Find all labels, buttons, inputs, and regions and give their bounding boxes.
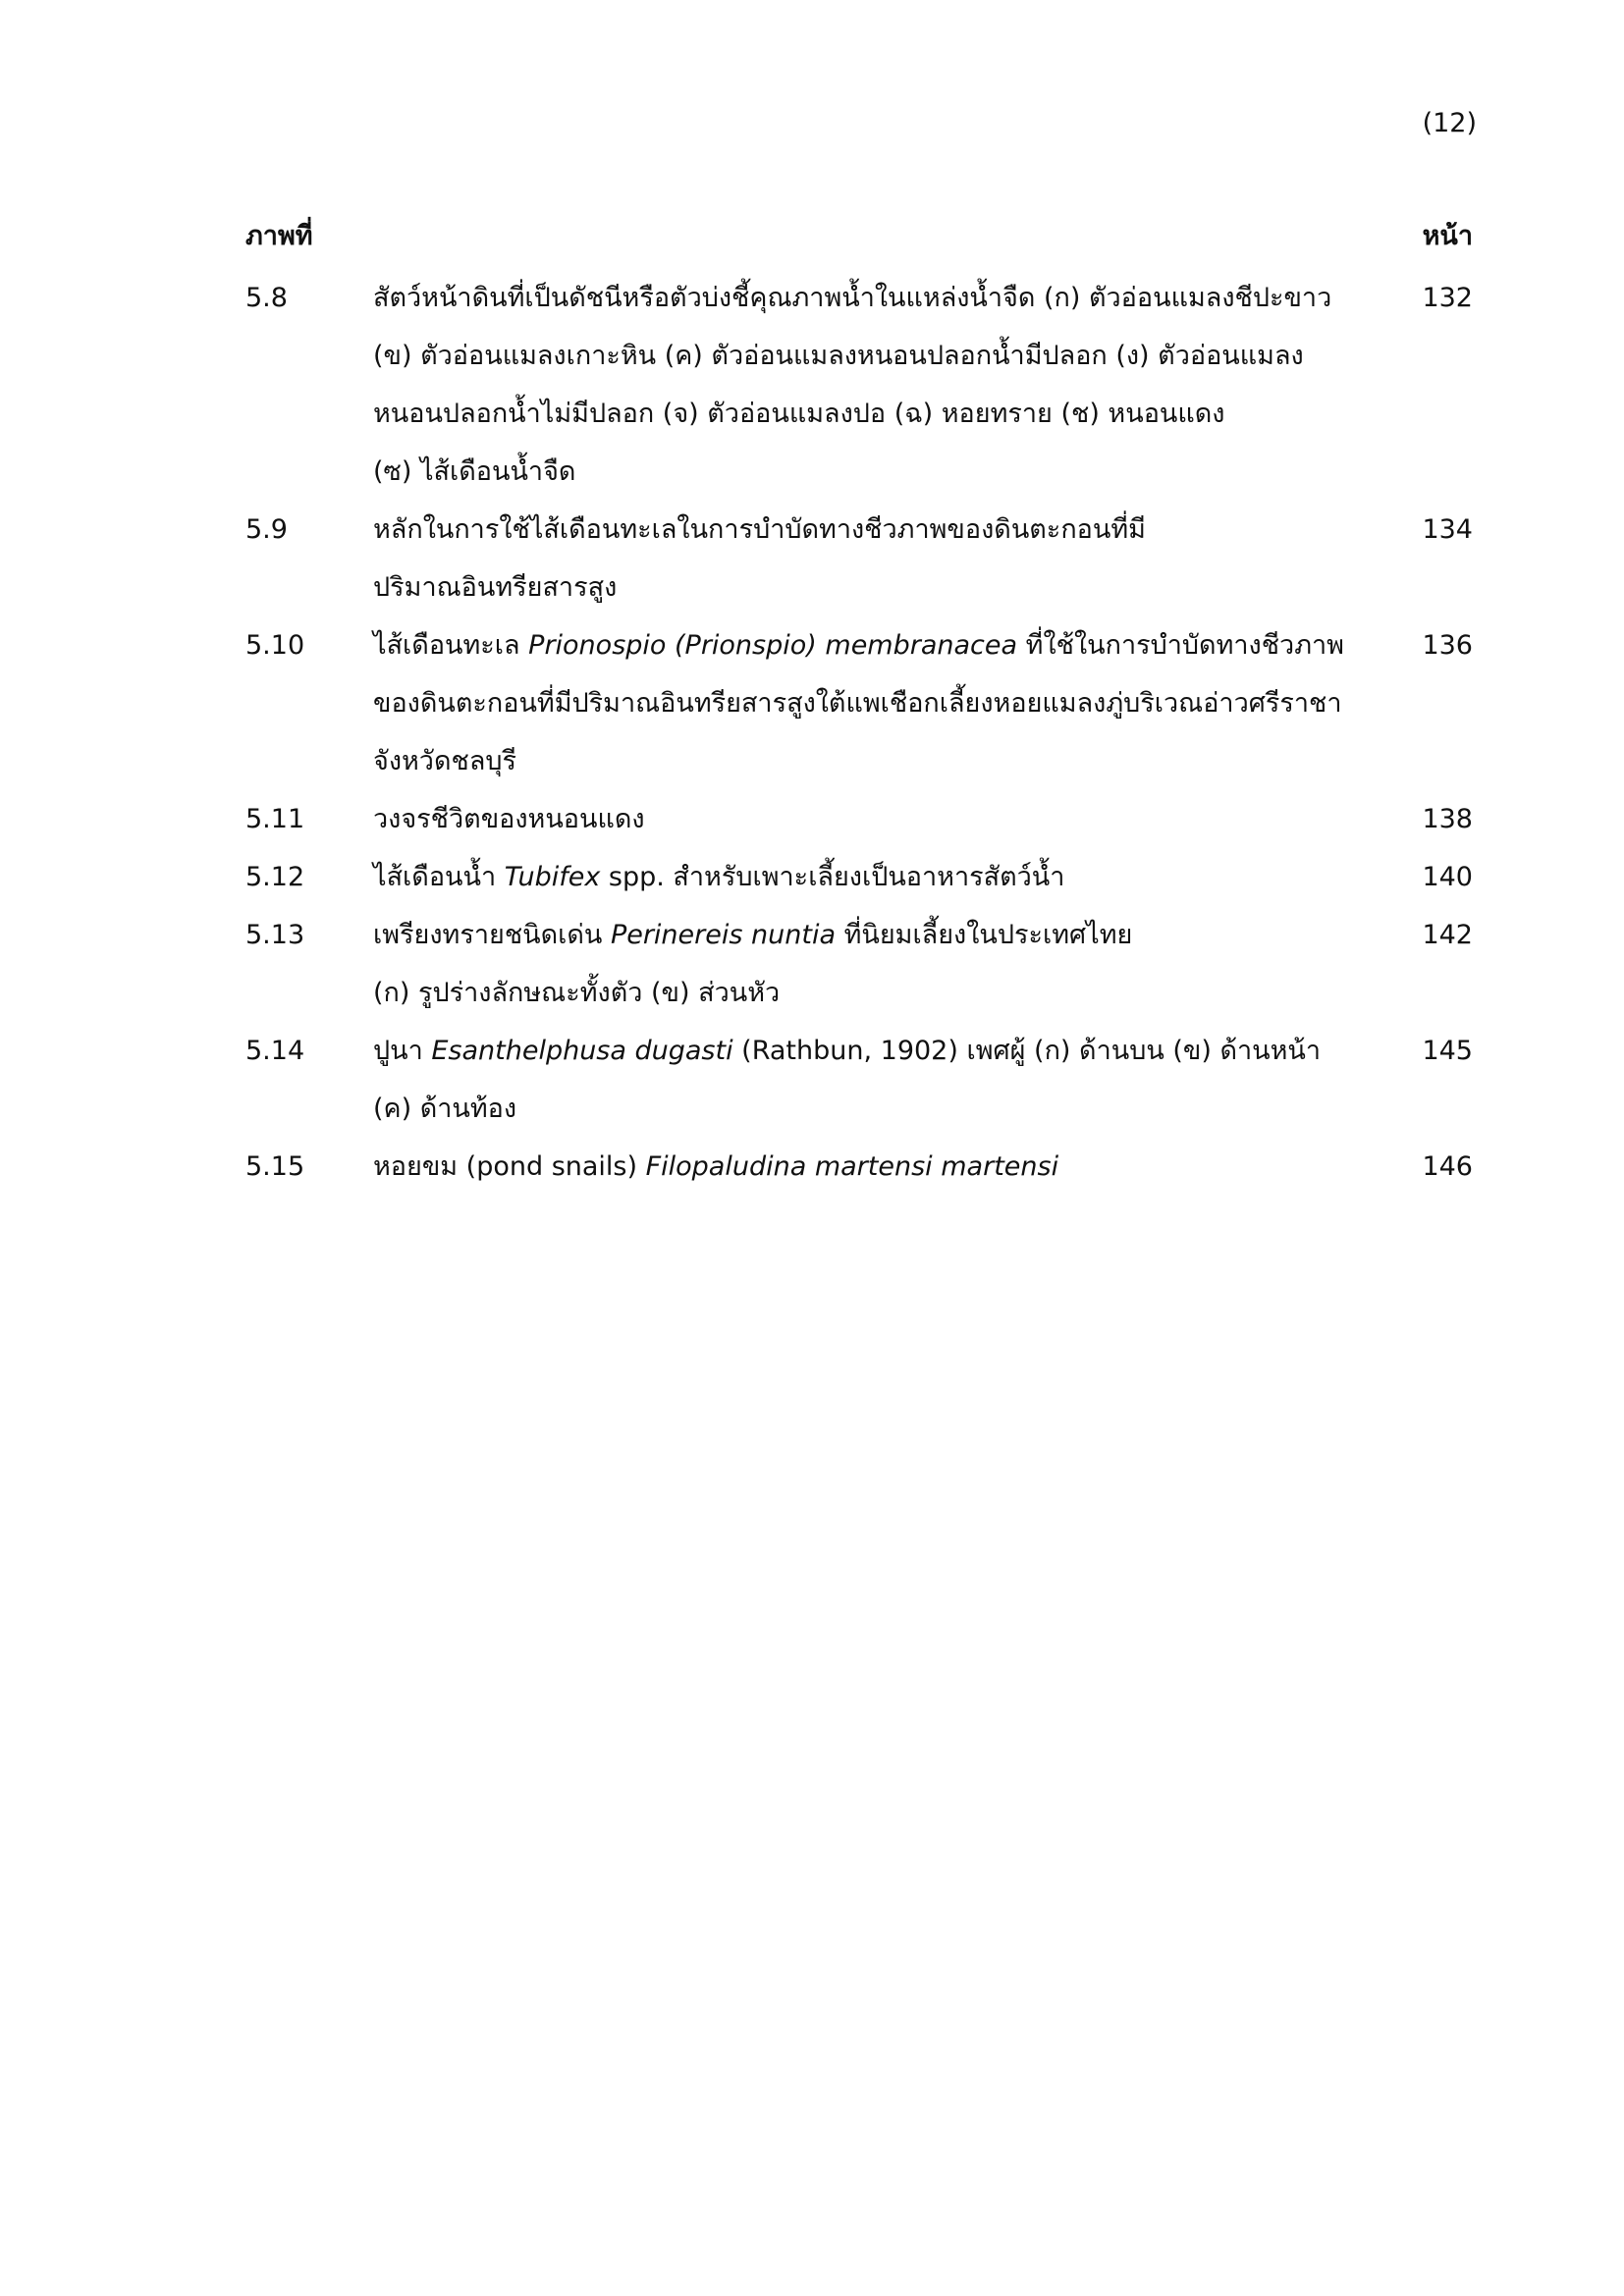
caption-text: ไส้เดือนน้ำ	[373, 862, 505, 892]
caption-text: spp. สำหรับเพาะเลี้ยงเป็นอาหารสัตว์น้ำ	[600, 862, 1065, 892]
toc-entry[interactable]	[245, 1138, 1473, 1196]
page-number: (12)	[1422, 108, 1477, 138]
caption-line: หลักในการใช้ไส้เดือนทะเลในการบำบัดทางชีวภาพของดินตะกอนที่มี	[373, 514, 1146, 545]
caption-line: ปริมาณอินทรียสารสูง	[373, 572, 618, 603]
caption-text: ที่ใช้ในการบำบัดทางชีวภาพ	[1017, 630, 1344, 661]
figure-caption	[373, 616, 1375, 790]
figure-number: 5.8	[245, 283, 288, 313]
page-ref: 138	[1422, 804, 1473, 834]
toc-entry[interactable]	[245, 616, 1473, 790]
toc-entry[interactable]	[245, 269, 1473, 501]
figure-caption	[373, 269, 1375, 501]
species-name: Tubifex	[504, 862, 601, 892]
page-ref: 142	[1422, 920, 1473, 950]
figure-number: 5.15	[245, 1151, 305, 1182]
caption-text: ที่นิยมเลี้ยงในประเทศไทย	[836, 920, 1133, 950]
toc-entry[interactable]	[245, 848, 1473, 906]
caption-text: หอยขม (pond snails)	[373, 1151, 646, 1182]
species-name: Filopaludina martensi martensi	[645, 1151, 1059, 1182]
caption-line: (ข) ตัวอ่อนแมลงเกาะหิน (ค) ตัวอ่อนแมลงหนอนปลอกน้ำมีปลอก (ง) ตัวอ่อนแมลง	[373, 341, 1304, 371]
list-of-figures	[245, 214, 1473, 1196]
toc-entry[interactable]	[245, 906, 1473, 1022]
toc-entry[interactable]	[245, 1022, 1473, 1138]
caption-line	[373, 1138, 1361, 1196]
caption-text: ปูนา	[373, 1036, 432, 1066]
figure-number: 5.9	[245, 514, 288, 545]
page-ref: 134	[1422, 514, 1473, 545]
page-ref: 136	[1422, 630, 1473, 661]
caption-line	[373, 906, 1361, 964]
figure-caption	[373, 1138, 1375, 1196]
caption-line	[373, 616, 1361, 674]
figure-number: 5.12	[245, 862, 305, 892]
species-name: Prionospio (Prionspio) membranacea	[528, 630, 1018, 661]
page-column-heading: หน้า	[1422, 221, 1473, 251]
caption-line: หนอนปลอกน้ำไม่มีปลอก (จ) ตัวอ่อนแมลงปอ (ฉ) หอยทราย (ช) หนอนแดง	[373, 399, 1225, 429]
page-ref: 146	[1422, 1151, 1473, 1182]
caption-line: (ซ) ไส้เดือนน้ำจืด	[373, 456, 576, 487]
caption-text: (Rathbun, 1902) เพศผู้ (ก) ด้านบน (ข) ด้านหน้า	[732, 1036, 1322, 1066]
toc-entry[interactable]	[245, 790, 1473, 848]
caption-text: เพรียงทรายชนิดเด่น	[373, 920, 611, 950]
caption-line: ของดินตะกอนที่มีปริมาณอินทรียสารสูงใต้แพเชือกเลี้ยงหอยแมลงภู่บริเวณอ่าวศรีราชา	[373, 688, 1342, 719]
caption-line: (ค) ด้านท้อง	[373, 1094, 517, 1124]
page-ref: 140	[1422, 862, 1473, 892]
figure-caption	[373, 848, 1375, 906]
caption-line	[373, 1022, 1361, 1080]
toc-entry[interactable]	[245, 501, 1473, 616]
caption-line: สัตว์หน้าดินที่เป็นดัชนีหรือตัวบ่งชี้คุณภาพน้ำในแหล่งน้ำจืด (ก) ตัวอ่อนแมลงชีปะขาว	[373, 283, 1332, 313]
figure-number: 5.11	[245, 804, 305, 834]
figure-number: 5.10	[245, 630, 305, 661]
caption-line: (ก) รูปร่างลักษณะทั้งตัว (ข) ส่วนหัว	[373, 978, 781, 1008]
figure-caption	[373, 501, 1375, 616]
caption-line	[373, 848, 1361, 906]
page-ref: 145	[1422, 1036, 1473, 1066]
figure-caption	[373, 790, 1375, 848]
figure-number: 5.13	[245, 920, 305, 950]
caption-line: จังหวัดชลบุรี	[373, 746, 517, 776]
page-ref: 132	[1422, 283, 1473, 313]
species-name: Perinereis nuntia	[610, 920, 836, 950]
figure-number: 5.14	[245, 1036, 305, 1066]
toc-header	[245, 214, 1473, 269]
caption-text: ไส้เดือนทะเล	[373, 630, 529, 661]
figure-column-heading: ภาพที่	[245, 221, 313, 251]
figure-caption	[373, 1022, 1375, 1138]
caption-line: วงจรชีวิตของหนอนแดง	[373, 804, 645, 834]
figure-caption	[373, 906, 1375, 1022]
species-name: Esanthelphusa dugasti	[431, 1036, 733, 1066]
